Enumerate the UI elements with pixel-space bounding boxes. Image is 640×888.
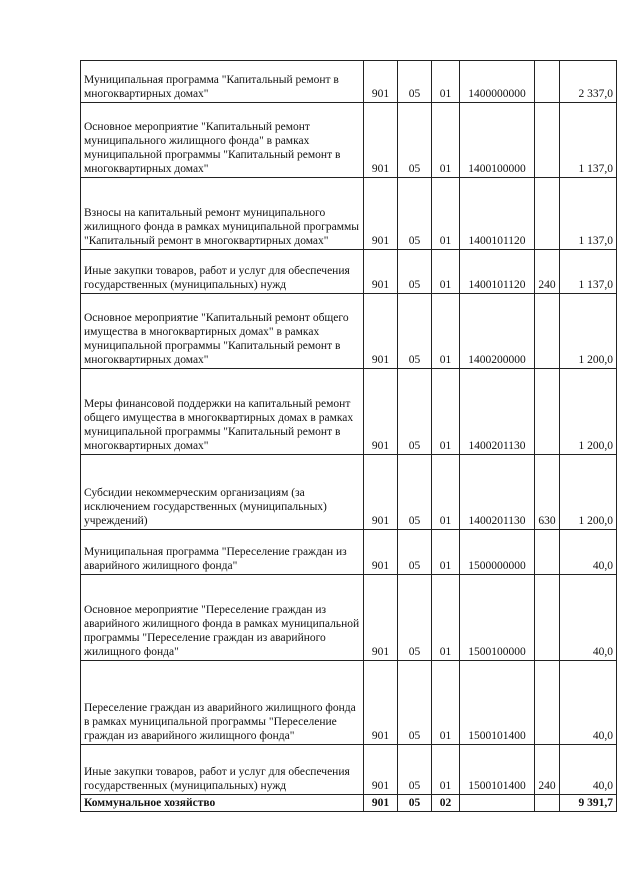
- table-row: [81, 103, 617, 178]
- row-csr: 1500101400: [460, 661, 535, 745]
- row-pr: 01: [432, 369, 460, 455]
- row-name: Иные закупки товаров, работ и услуг для обеспечения государственных (муниципальных) нужд: [81, 250, 364, 294]
- row-rz: 05: [398, 178, 432, 250]
- row-ved: 901: [364, 178, 398, 250]
- row-sum: 1 137,0: [560, 250, 617, 294]
- row-pr: 01: [432, 530, 460, 575]
- row-ved: 901: [364, 369, 398, 455]
- row-name: Иные закупки товаров, работ и услуг для обеспечения государственных (муниципальных) нужд: [81, 745, 364, 795]
- row-name: Субсидии некоммерческим организациям (за исключением государственных (муниципальных) учреждений): [81, 455, 364, 530]
- row-sum: 1 200,0: [560, 455, 617, 530]
- row-sum: 1 137,0: [560, 178, 617, 250]
- table-row: [81, 530, 617, 575]
- row-vr: [535, 178, 560, 250]
- row-vr: [535, 61, 560, 103]
- table-row: [81, 661, 617, 745]
- row-ved: 901: [364, 745, 398, 795]
- total-row: [81, 795, 617, 812]
- total-rz: 05: [398, 795, 432, 812]
- table-row: [81, 178, 617, 250]
- table-row: [81, 294, 617, 369]
- row-pr: 01: [432, 455, 460, 530]
- budget-table: [80, 60, 617, 812]
- row-pr: 01: [432, 745, 460, 795]
- row-sum: 1 200,0: [560, 369, 617, 455]
- total-name: Коммунальное хозяйство: [81, 795, 364, 812]
- row-pr: 01: [432, 61, 460, 103]
- row-rz: 05: [398, 530, 432, 575]
- row-rz: 05: [398, 250, 432, 294]
- row-ved: 901: [364, 455, 398, 530]
- table-row: [81, 61, 617, 103]
- row-rz: 05: [398, 575, 432, 661]
- table-row: [81, 369, 617, 455]
- row-name: Основное мероприятие "Переселение граждан из аварийного жилищного фонда в рамках муниципальной программы "Переселение граждан из аварийного жилищного фонда": [81, 575, 364, 661]
- row-vr: 240: [535, 250, 560, 294]
- row-ved: 901: [364, 103, 398, 178]
- table-row: [81, 250, 617, 294]
- row-sum: 1 137,0: [560, 103, 617, 178]
- row-vr: 630: [535, 455, 560, 530]
- row-rz: 05: [398, 103, 432, 178]
- row-vr: 240: [535, 745, 560, 795]
- row-vr: [535, 661, 560, 745]
- row-sum: 40,0: [560, 661, 617, 745]
- row-vr: [535, 575, 560, 661]
- row-ved: 901: [364, 61, 398, 103]
- total-csr: [460, 795, 535, 812]
- row-csr: 1500000000: [460, 530, 535, 575]
- row-name: Муниципальная программа "Переселение граждан из аварийного жилищного фонда": [81, 530, 364, 575]
- row-vr: [535, 530, 560, 575]
- row-csr: 1500101400: [460, 745, 535, 795]
- row-ved: 901: [364, 294, 398, 369]
- total-pr: 02: [432, 795, 460, 812]
- row-csr: 1400101120: [460, 250, 535, 294]
- row-csr: 1400201130: [460, 455, 535, 530]
- table-row: [81, 455, 617, 530]
- row-sum: 1 200,0: [560, 294, 617, 369]
- row-rz: 05: [398, 61, 432, 103]
- row-csr: 1400000000: [460, 61, 535, 103]
- total-ved: 901: [364, 795, 398, 812]
- row-csr: 1400101120: [460, 178, 535, 250]
- row-name: Переселение граждан из аварийного жилищного фонда в рамках муниципальной программы "Переселение граждан из аварийного жилищного фонда": [81, 661, 364, 745]
- row-csr: 1400201130: [460, 369, 535, 455]
- row-csr: 1400100000: [460, 103, 535, 178]
- row-pr: 01: [432, 575, 460, 661]
- total-sum: 9 391,7: [560, 795, 617, 812]
- row-name: Основное мероприятие "Капитальный ремонт общего имущества в многоквартирных домах" в рамках муниципальной программы "Капитальный ремонт в многоквартирных домах": [81, 294, 364, 369]
- row-vr: [535, 294, 560, 369]
- row-rz: 05: [398, 455, 432, 530]
- table-row: [81, 745, 617, 795]
- row-vr: [535, 103, 560, 178]
- row-name: Взносы на капитальный ремонт муниципального жилищного фонда в рамках муниципальной программы "Капитальный ремонт в многоквартирных домах": [81, 178, 364, 250]
- row-pr: 01: [432, 250, 460, 294]
- row-csr: 1400200000: [460, 294, 535, 369]
- row-sum: 40,0: [560, 575, 617, 661]
- row-name: Меры финансовой поддержки на капитальный ремонт общего имущества в многоквартирных домах в рамках муниципальной программы "Капитальный ремонт в многоквартирных домах": [81, 369, 364, 455]
- row-name: Основное мероприятие "Капитальный ремонт муниципального жилищного фонда" в рамках муниципальной программы "Капитальный ремонт в многоквартирных домах": [81, 103, 364, 178]
- row-rz: 05: [398, 745, 432, 795]
- row-pr: 01: [432, 661, 460, 745]
- row-vr: [535, 369, 560, 455]
- row-sum: 40,0: [560, 745, 617, 795]
- row-pr: 01: [432, 103, 460, 178]
- table-row: [81, 575, 617, 661]
- row-rz: 05: [398, 661, 432, 745]
- row-sum: 2 337,0: [560, 61, 617, 103]
- row-pr: 01: [432, 294, 460, 369]
- row-csr: 1500100000: [460, 575, 535, 661]
- row-ved: 901: [364, 661, 398, 745]
- row-ved: 901: [364, 575, 398, 661]
- row-rz: 05: [398, 369, 432, 455]
- row-ved: 901: [364, 250, 398, 294]
- row-sum: 40,0: [560, 530, 617, 575]
- row-ved: 901: [364, 530, 398, 575]
- total-vr: [535, 795, 560, 812]
- row-rz: 05: [398, 294, 432, 369]
- row-name: Муниципальная программа "Капитальный ремонт в многоквартирных домах": [81, 61, 364, 103]
- row-pr: 01: [432, 178, 460, 250]
